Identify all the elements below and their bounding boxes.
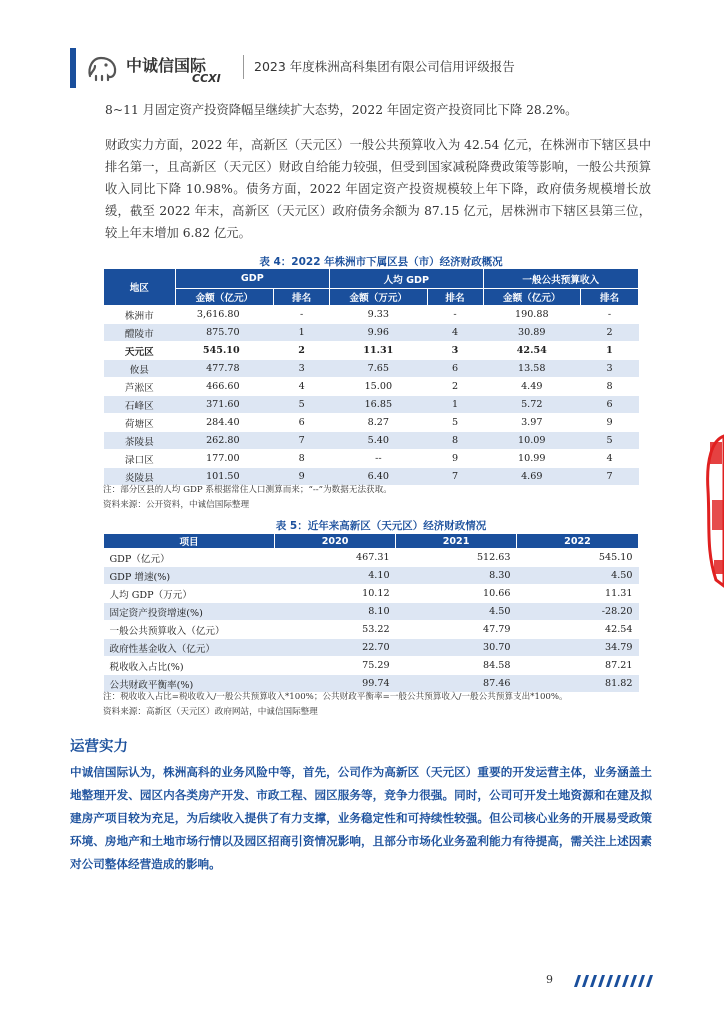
cell-revenue-amount: 4.49	[483, 378, 581, 396]
table5-caption: 表 5：近年来高新区（天元区）经济财政情况	[275, 520, 487, 532]
table-row	[104, 306, 639, 324]
cell-per-capita-gdp: --	[330, 450, 427, 468]
cell-gdp-amount: 284.40	[175, 414, 274, 432]
cell-gdp-rank: 4	[274, 378, 330, 396]
cell-per-rank: 5	[427, 414, 483, 432]
col-budget-revenue: 一般公共预算收入	[483, 269, 639, 289]
cell-gdp-rank: 9	[274, 468, 330, 486]
cell-gdp-amount: 545.10	[175, 342, 274, 360]
cell-gdp-amount: 466.60	[175, 378, 274, 396]
cell-revenue-rank: -	[581, 306, 639, 324]
cell-region: 攸县	[104, 360, 176, 378]
cell-year-value: 47.79	[396, 621, 517, 639]
seal-stamp-edge	[704, 430, 724, 590]
cell-gdp-rank: -	[274, 306, 330, 324]
cell-revenue-amount: 5.72	[483, 396, 581, 414]
section-summary: 中诚信国际认为，株洲高科的业务风险中等，首先，公司作为高新区（天元区）重要的开发运营主体，业务涵盖土地整理开发、园区内各类房产开发、市政工程、园区服务等，竞争力很强。同时，公司可开发土地资源和在建及拟建房产项目较为充足，为后续收入提供了有力支撑，业务稳定性和可持续性较强。但公司核心业务的开展易受政策环境、房地产和土地市场行情以及园区招商引资情况影响，且部分市场化业务盈利能力有待提高，需关注上述因素对公司整体经营造成的影响。	[70, 765, 652, 871]
cell-gdp-amount: 3,616.80	[175, 306, 274, 324]
cell-revenue-rank: 5	[581, 432, 639, 450]
col-year-2022: 2022	[517, 534, 639, 549]
cell-year-value: 34.79	[517, 639, 639, 657]
table-row	[104, 360, 639, 378]
cell-gdp-rank: 3	[274, 360, 330, 378]
cell-per-capita-gdp: 9.33	[330, 306, 427, 324]
section-heading: 运营实力	[70, 739, 128, 755]
cell-revenue-rank: 9	[581, 414, 639, 432]
table4-county-economy	[103, 268, 639, 486]
col-year-2020: 2020	[275, 534, 396, 549]
cell-region: 天元区	[104, 342, 176, 360]
cell-gdp-rank: 6	[274, 414, 330, 432]
cell-year-value: 545.10	[517, 549, 639, 567]
cell-year-value: 512.63	[396, 549, 517, 567]
cell-gdp-rank: 2	[274, 342, 330, 360]
cell-gdp-amount: 101.50	[175, 468, 274, 486]
footer-stripes-decoration	[568, 975, 654, 987]
cell-item: 公共财政平衡率(%)	[104, 675, 275, 693]
col-per-amount: 金额（万元）	[330, 289, 427, 306]
page-number: 9	[546, 973, 553, 986]
cell-per-rank: -	[427, 306, 483, 324]
cell-per-capita-gdp: 8.27	[330, 414, 427, 432]
table-row	[104, 603, 639, 621]
cell-revenue-rank: 6	[581, 396, 639, 414]
table4-caption: 表 4：2022 年株洲市下属区县（市）经济财政概况	[259, 256, 503, 268]
cell-item: GDP 增速(%)	[104, 567, 275, 585]
col-rev-rank: 排名	[581, 289, 639, 306]
cell-year-value: -28.20	[517, 603, 639, 621]
cell-year-value: 8.10	[275, 603, 396, 621]
cell-revenue-rank: 1	[581, 342, 639, 360]
cell-year-value: 42.54	[517, 621, 639, 639]
cell-gdp-rank: 7	[274, 432, 330, 450]
cell-gdp-amount: 371.60	[175, 396, 274, 414]
table-row	[104, 396, 639, 414]
cell-item: 政府性基金收入（亿元）	[104, 639, 275, 657]
paragraph-investment: 8~11 月固定资产投资降幅呈继续扩大态势，2022 年固定资产投资同比下降 28.2%。	[105, 103, 578, 117]
cell-year-value: 75.29	[275, 657, 396, 675]
cell-revenue-amount: 13.58	[483, 360, 581, 378]
cell-revenue-amount: 10.09	[483, 432, 581, 450]
cell-year-value: 87.46	[396, 675, 517, 693]
col-per-capita-gdp: 人均 GDP	[330, 269, 483, 289]
table4-source: 资料来源：公开资料，中诚信国际整理	[103, 500, 250, 510]
cell-revenue-rank: 7	[581, 468, 639, 486]
cell-revenue-rank: 2	[581, 324, 639, 342]
cell-year-value: 84.58	[396, 657, 517, 675]
table-row	[104, 324, 639, 342]
cell-year-value: 10.12	[275, 585, 396, 603]
table5-hitech-economy	[103, 533, 639, 693]
cell-per-rank: 9	[427, 450, 483, 468]
table5-note: 注：税收收入占比=税收收入/一般公共预算收入*100%；公共财政平衡率=一般公共预算收入/一般公共预算支出*100%。	[103, 692, 568, 702]
cell-region: 炎陵县	[104, 468, 176, 486]
col-rev-amount: 金额（亿元）	[483, 289, 581, 306]
table-row	[104, 567, 639, 585]
cell-year-value: 81.82	[517, 675, 639, 693]
cell-year-value: 99.74	[275, 675, 396, 693]
cell-revenue-amount: 42.54	[483, 342, 581, 360]
cell-item: 一般公共预算收入（亿元）	[104, 621, 275, 639]
col-gdp-amount: 金额（亿元）	[175, 289, 274, 306]
cell-year-value: 30.70	[396, 639, 517, 657]
cell-revenue-rank: 8	[581, 378, 639, 396]
cell-per-capita-gdp: 6.40	[330, 468, 427, 486]
cell-gdp-rank: 5	[274, 396, 330, 414]
cell-region: 渌口区	[104, 450, 176, 468]
cell-year-value: 53.22	[275, 621, 396, 639]
cell-gdp-rank: 1	[274, 324, 330, 342]
cell-region: 芦淞区	[104, 378, 176, 396]
table-row	[104, 414, 639, 432]
cell-year-value: 4.50	[517, 567, 639, 585]
logo-english-text: CCXI	[192, 72, 221, 85]
header-divider	[243, 55, 244, 79]
ccxi-logo	[86, 50, 236, 88]
cell-revenue-amount: 30.89	[483, 324, 581, 342]
cell-year-value: 467.31	[275, 549, 396, 567]
cell-region: 石峰区	[104, 396, 176, 414]
cell-revenue-rank: 4	[581, 450, 639, 468]
table-row	[104, 432, 639, 450]
cell-gdp-amount: 875.70	[175, 324, 274, 342]
cell-gdp-rank: 8	[274, 450, 330, 468]
cell-item: 固定资产投资增速(%)	[104, 603, 275, 621]
cell-revenue-amount: 4.69	[483, 468, 581, 486]
table-row	[104, 450, 639, 468]
cell-region: 荷塘区	[104, 414, 176, 432]
col-gdp: GDP	[175, 269, 330, 289]
cell-year-value: 8.30	[396, 567, 517, 585]
cell-year-value: 22.70	[275, 639, 396, 657]
cell-per-capita-gdp: 15.00	[330, 378, 427, 396]
cell-per-rank: 4	[427, 324, 483, 342]
cell-revenue-amount: 10.99	[483, 450, 581, 468]
cell-per-rank: 8	[427, 432, 483, 450]
cell-revenue-rank: 3	[581, 360, 639, 378]
cell-year-value: 4.50	[396, 603, 517, 621]
paragraph-fiscal: 财政实力方面，2022 年，高新区（天元区）一般公共预算收入为 42.54 亿元，在株洲市下辖区县中排名第一，且高新区（天元区）财政自给能力较强，但受到国家减税降费政策等影响，一般公共预算收入同比下降 10.98%。债务方面，2022 年固定资产投资规模较上年下降，政府债务规模增长放缓，截至 2022 年末，高新区（天元区）政府债务余额为 87.15 亿元，居株洲市下辖区县第三位，较上年末增加 6.82 亿元。	[105, 138, 651, 240]
cell-per-rank: 2	[427, 378, 483, 396]
table-row	[104, 378, 639, 396]
cell-item: GDP（亿元）	[104, 549, 275, 567]
col-year-2021: 2021	[396, 534, 517, 549]
cell-per-capita-gdp: 9.96	[330, 324, 427, 342]
cell-region: 茶陵县	[104, 432, 176, 450]
cell-revenue-amount: 190.88	[483, 306, 581, 324]
cell-per-rank: 7	[427, 468, 483, 486]
table5-source: 资料来源：高新区（天元区）政府网站，中诚信国际整理	[103, 707, 318, 717]
col-item: 项目	[104, 534, 275, 549]
cell-year-value: 87.21	[517, 657, 639, 675]
table-row	[104, 549, 639, 567]
col-region: 地区	[104, 269, 176, 306]
cell-revenue-amount: 3.97	[483, 414, 581, 432]
col-per-rank: 排名	[427, 289, 483, 306]
cell-year-value: 10.66	[396, 585, 517, 603]
cell-per-capita-gdp: 7.65	[330, 360, 427, 378]
table-row	[104, 342, 639, 360]
cell-year-value: 11.31	[517, 585, 639, 603]
table-row	[104, 585, 639, 603]
logo-chinese-text: 中诚信国际	[126, 56, 207, 75]
elephant-logo-icon	[86, 54, 120, 82]
cell-region: 醴陵市	[104, 324, 176, 342]
table4-note: 注：部分区县的人均 GDP 系根据常住人口测算而来；“--”为数据无法获取。	[103, 485, 392, 495]
table-row	[104, 639, 639, 657]
cell-gdp-amount: 262.80	[175, 432, 274, 450]
header-accent-bar	[70, 48, 76, 88]
cell-per-rank: 3	[427, 342, 483, 360]
cell-item: 税收收入占比(%)	[104, 657, 275, 675]
cell-year-value: 4.10	[275, 567, 396, 585]
col-gdp-rank: 排名	[274, 289, 330, 306]
cell-per-rank: 6	[427, 360, 483, 378]
cell-per-capita-gdp: 5.40	[330, 432, 427, 450]
report-title: 2023 年度株洲高科集团有限公司信用评级报告	[254, 59, 515, 74]
cell-item: 人均 GDP（万元）	[104, 585, 275, 603]
table-row	[104, 657, 639, 675]
cell-per-rank: 1	[427, 396, 483, 414]
cell-gdp-amount: 477.78	[175, 360, 274, 378]
table-row	[104, 621, 639, 639]
page-header	[0, 0, 724, 90]
cell-per-capita-gdp: 16.85	[330, 396, 427, 414]
cell-per-capita-gdp: 11.31	[330, 342, 427, 360]
cell-region: 株洲市	[104, 306, 176, 324]
cell-gdp-amount: 177.00	[175, 450, 274, 468]
